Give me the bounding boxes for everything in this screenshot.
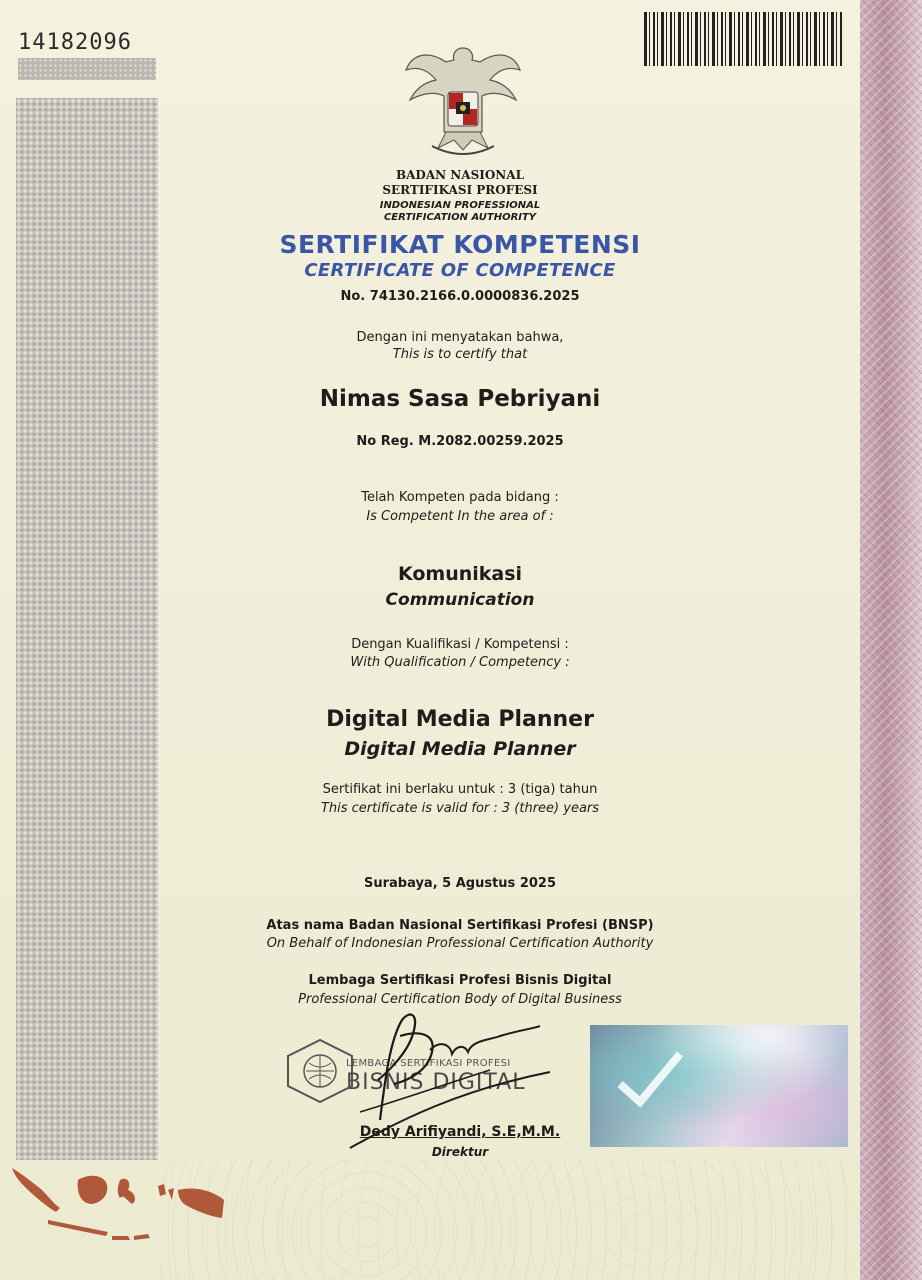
place-date: Surabaya, 5 Agustus 2025 bbox=[363, 876, 557, 891]
signer-name: Dedy Arifiyandi, S.E,M.M. bbox=[359, 1124, 561, 1140]
qualification-value-en: Digital Media Planner bbox=[344, 738, 576, 760]
agency-name-id-line1: BADAN NASIONAL bbox=[395, 168, 525, 182]
guilloche-pattern bbox=[160, 1160, 850, 1280]
checkmark-hologram-icon bbox=[610, 1040, 690, 1120]
garuda-emblem-icon bbox=[398, 40, 528, 164]
statement-en: This is to certify that bbox=[392, 347, 528, 362]
title-id: SERTIFIKAT KOMPETENSI bbox=[279, 230, 641, 259]
serial-pattern-bar bbox=[18, 58, 156, 80]
holder-name: Nimas Sasa Pebriyani bbox=[319, 386, 601, 412]
area-label-id: Telah Kompeten pada bidang : bbox=[361, 490, 559, 505]
area-label-en: Is Competent In the area of : bbox=[366, 509, 554, 524]
behalf-en: On Behalf of Indonesian Professional Certification Authority bbox=[266, 936, 654, 951]
area-value-id: Komunikasi bbox=[397, 563, 523, 585]
agency-name-id bbox=[200, 168, 720, 198]
behalf-id: Atas nama Badan Nasional Sertifikasi Profesi (BNSP) bbox=[266, 918, 654, 933]
validity-id: Sertifikat ini berlaku untuk : 3 (tiga) tahun bbox=[322, 782, 598, 797]
agency-name-en-line1: INDONESIAN PROFESSIONAL bbox=[379, 200, 541, 211]
agency-name-en-line2: CERTIFICATION AUTHORITY bbox=[383, 212, 537, 223]
stamp-small-text: LEMBAGA SERTIFIKASI PROFESI bbox=[346, 1058, 511, 1069]
security-strip bbox=[16, 98, 158, 1160]
certification-body-en: Professional Certification Body of Digital Business bbox=[298, 992, 622, 1007]
certification-body-id: Lembaga Sertifikasi Profesi Bisnis Digital bbox=[308, 973, 612, 988]
registration-number: No Reg. M.2082.00259.2025 bbox=[356, 434, 564, 449]
agency-name-id-line2: SERTIFIKASI PROFESI bbox=[382, 183, 538, 197]
serial-number: 14182096 bbox=[18, 30, 132, 55]
statement-id: Dengan ini menyatakan bahwa, bbox=[356, 330, 564, 345]
qualification-label-id: Dengan Kualifikasi / Kompetensi : bbox=[351, 637, 569, 652]
validity-en: This certificate is valid for : 3 (three) years bbox=[320, 801, 600, 816]
indonesia-map-icon bbox=[8, 1160, 228, 1250]
barcode bbox=[644, 12, 842, 66]
qualification-value-id: Digital Media Planner bbox=[326, 707, 594, 732]
signer-title: Direktur bbox=[431, 1145, 489, 1159]
certificate-number: No. 74130.2166.0.0000836.2025 bbox=[340, 289, 580, 304]
agency-name-en bbox=[200, 200, 720, 224]
qualification-label-en: With Qualification / Competency : bbox=[350, 655, 570, 670]
security-border bbox=[860, 0, 922, 1280]
stamp-big-text: BISNIS DIGITAL bbox=[346, 1070, 526, 1095]
title-en: CERTIFICATE OF COMPETENCE bbox=[304, 260, 616, 281]
area-value-en: Communication bbox=[385, 590, 535, 610]
